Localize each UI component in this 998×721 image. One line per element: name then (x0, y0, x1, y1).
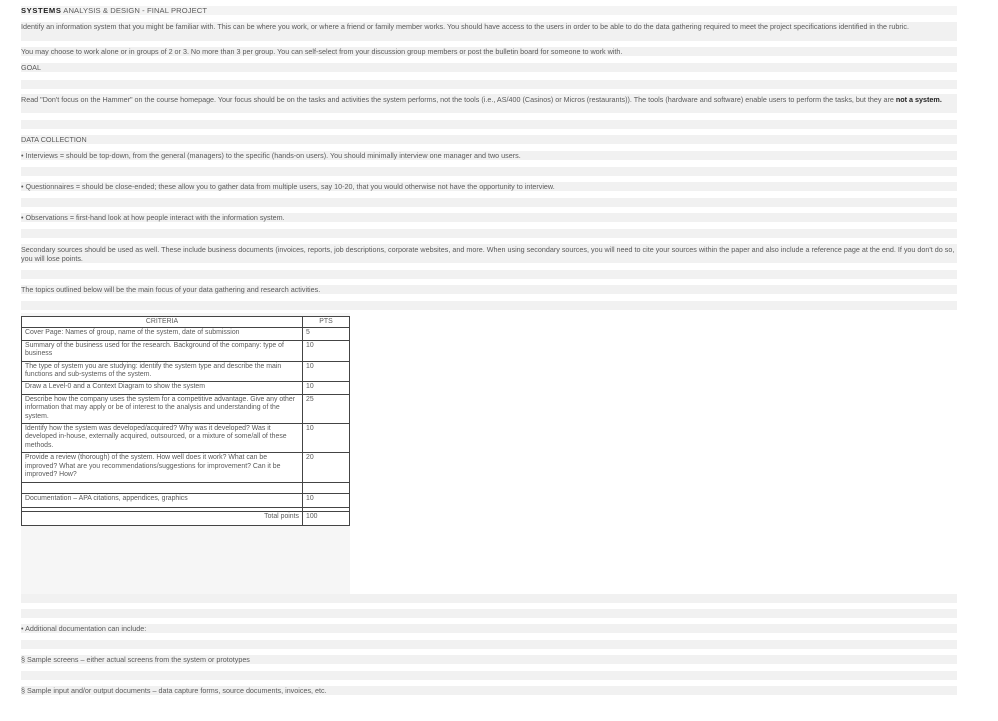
rubric-criteria-cell: Cover Page: Names of group, name of the system, date of submission (22, 328, 303, 340)
rubric-row (22, 382, 350, 394)
rubric-blank-row (22, 482, 350, 493)
empty-band-9 (21, 609, 957, 618)
goal-heading: GOAL (21, 63, 41, 72)
empty-band-8 (21, 594, 957, 603)
sample-io-item: § Sample input and/or output documents – data capture forms, source documents, invoices, etc. (21, 686, 327, 695)
rubric-row (22, 453, 350, 482)
rubric-header-row (22, 317, 350, 328)
rubric-total-row (22, 511, 350, 525)
empty-band-5 (21, 229, 957, 238)
rubric-pts-cell: 10 (303, 361, 350, 382)
empty-band-1 (21, 80, 957, 89)
rubric-row (22, 394, 350, 423)
rubric-criteria-cell: Identify how the system was developed/acquired? Why was it developed? Was it developed in-house, externally acquired, outsourced, or a mixture of some/all of these methods. (22, 424, 303, 453)
hammer-paragraph (21, 96, 957, 105)
rubric-total-label: Total points (22, 511, 303, 525)
rubric-row (22, 361, 350, 382)
additional-documentation: • Additional documentation can include: (21, 624, 147, 633)
rubric-pts-cell: 10 (303, 340, 350, 361)
rubric-header-pts: PTS (303, 317, 350, 328)
rubric-criteria-cell: Draw a Level-0 and a Context Diagram to show the system (22, 382, 303, 394)
secondary-sources-paragraph: Secondary sources should be used as well. These include business documents (invoices, reports, job descriptions, corporate websites, and more. When using secondary sources, you will need to cite your sources within the paper and also include a reference page at the end. If you don't do so, you will lose points. (21, 245, 955, 263)
rubric-pts-cell: 10 (303, 382, 350, 394)
bullet-interviews: • Interviews = should be top-down, from the general (managers) to the specific (hands-on users). You should minimally interview one manager and two users. (21, 151, 521, 160)
rubric-criteria-cell: Describe how the company uses the system for a competitive advantage. Give any other information that may apply or be of interest to the analysis and understanding of the system. (22, 394, 303, 423)
bullet-questionnaires: • Questionnaires = should be close-ended; these allow you to gather data from multiple users, say 10-20, that you would otherwise not have the opportunity to interview. (21, 182, 555, 191)
empty-band-2 (21, 120, 957, 129)
rubric-pts-cell: 25 (303, 394, 350, 423)
document-title-rest: ANALYSIS & DESIGN - FINAL PROJECT (61, 6, 208, 15)
document-title-bold: SYSTEMS (21, 6, 62, 15)
rubric-criteria-cell: The type of system you are studying: identify the system type and describe the main functions and sub-systems of the system. (22, 361, 303, 382)
sample-screens-item: § Sample screens – either actual screens from the system or prototypes (21, 655, 250, 664)
rubric-header-criteria: CRITERIA (22, 317, 303, 328)
rubric-documentation-row (22, 493, 350, 507)
rubric-pts-cell: 20 (303, 453, 350, 482)
rubric-blank-cell (303, 482, 350, 493)
hammer-text: Read "Don't focus on the Hammer" on the course homepage. Your focus should be on the tasks and activities the system performs, not the tools (i.e., AS/400 (Casinos) or Micros (restaurants)). The tools (hardware and software) enable users to perform the tasks, but they are (21, 95, 896, 104)
rubric-criteria-cell: Provide a review (thorough) of the system. How well does it work? What can be improved? What are you recommendations/suggestions for improvement? Can it be improved? How? (22, 453, 303, 482)
empty-band-11 (21, 671, 957, 680)
rubric-documentation-label: Documentation – APA citations, appendices, graphics (22, 493, 303, 507)
intro-paragraph-1: Identify an information system that you might be familiar with. This can be where you work, or where a friend or family member works. You should have access to the users in order to be able to do the data gathering required to meet the project specifications identified in the rubric. (21, 22, 909, 31)
hammer-bold-text: not a system. (895, 95, 942, 104)
topics-outlined: The topics outlined below will be the main focus of your data gathering and research activities. (21, 285, 321, 294)
rubric-blank-cell (22, 482, 303, 493)
rubric-table (21, 316, 350, 526)
rubric-row (22, 424, 350, 453)
empty-band-7 (21, 301, 957, 310)
rubric-pts-cell: 10 (303, 424, 350, 453)
rubric-pts-cell: 5 (303, 328, 350, 340)
rubric-row (22, 340, 350, 361)
data-collection-heading: DATA COLLECTION (21, 135, 87, 144)
document-title (21, 7, 957, 16)
bullet-observations: • Observations = first-hand look at how people interact with the information system. (21, 213, 285, 222)
empty-band-4 (21, 198, 957, 207)
empty-band-6 (21, 270, 957, 279)
rubric-criteria-cell: Summary of the business used for the research. Background of the company: type of business (22, 340, 303, 361)
empty-band-3 (21, 167, 957, 176)
intro-paragraph-2: You may choose to work alone or in groups of 2 or 3. No more than 3 per group. You can self-select from your discussion group members or post the bulletin board for someone to work with. (21, 47, 623, 56)
rubric-total-pts: 100 (303, 511, 350, 525)
rubric-row (22, 328, 350, 340)
rubric-documentation-pts: 10 (303, 493, 350, 507)
empty-band-10 (21, 640, 957, 649)
